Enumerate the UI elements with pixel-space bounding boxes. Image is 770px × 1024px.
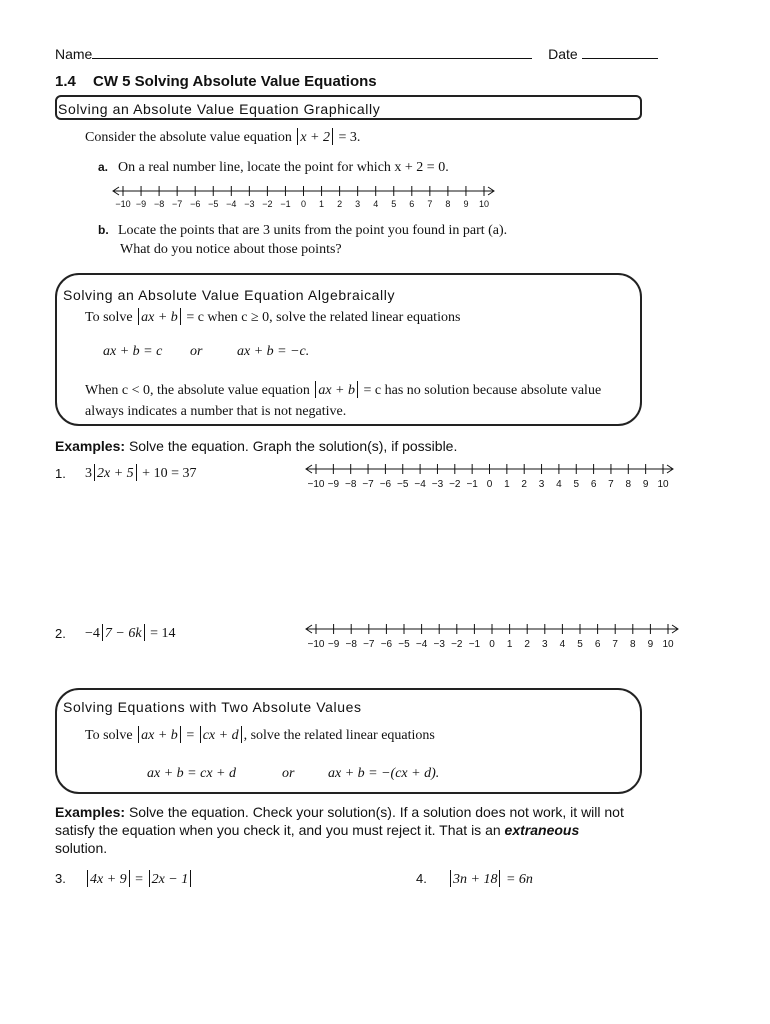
examples2-line2 (55, 822, 579, 838)
ex2-post: = 14 (150, 626, 176, 641)
algebraic-line1 (85, 308, 460, 326)
intro-abs: x + 2 (300, 130, 331, 145)
ex4-abs: 3n + 18 (453, 872, 498, 887)
algebraic-when-line2: always indicates a number that is not negative. (85, 404, 347, 419)
extraneous-term: extraneous (504, 822, 580, 838)
tick-label: −4 (414, 479, 426, 490)
tick-label: 8 (445, 199, 451, 209)
ex1-pre: 3 (85, 466, 92, 481)
number-line-ex1 (296, 460, 696, 492)
tick-label: 7 (427, 199, 433, 209)
alg-line1-abs: ax + b (141, 310, 178, 325)
ex1-equation (85, 464, 196, 482)
tick-label: 8 (630, 639, 636, 650)
ex3-number: 3. (55, 871, 66, 886)
part-b-line1: Locate the points that are 3 units from the point you found in part (a). (118, 223, 508, 238)
two-eq-or: or (282, 766, 295, 781)
ex4-number: 4. (416, 871, 427, 886)
tick-label: −4 (226, 199, 237, 209)
number-line-part-a (115, 182, 518, 212)
tick-label: −10 (307, 639, 325, 650)
examples2-line3: solution. (55, 840, 108, 856)
tick-label: 3 (355, 199, 361, 209)
ex1-post: + 10 = 37 (142, 466, 197, 481)
tick-label: 8 (625, 479, 632, 490)
tick-label: −6 (379, 479, 392, 490)
tick-label: 7 (608, 479, 614, 490)
part-b-line2: What do you notice about those points? (120, 242, 342, 257)
tick-label: 5 (391, 199, 397, 209)
tick-label: −2 (262, 199, 273, 209)
examples1-label: Examples: (55, 438, 126, 454)
tick-label: 5 (573, 479, 580, 490)
examples1-text: Solve the equation. Graph the solution(s), if possible. (128, 438, 458, 454)
examples2-text-line1: Solve the equation. Check your solution(s). If a solution does not work, it will not (128, 804, 624, 820)
tick-label: 3 (538, 479, 545, 490)
tick-label: −9 (135, 199, 147, 209)
page-title (55, 73, 377, 90)
header-row (55, 46, 658, 62)
two-line1-suffix: , solve the related linear equations (243, 728, 435, 743)
tick-label: 0 (300, 199, 307, 209)
tick-label: −1 (466, 479, 478, 490)
two-eq-right: ax + b = −(cx + d). (328, 766, 440, 781)
tick-label: −4 (415, 639, 428, 650)
tick-label: −5 (208, 199, 219, 209)
tick-label: −3 (244, 199, 255, 209)
tick-label: −3 (431, 479, 444, 490)
tick-label: −2 (451, 639, 463, 650)
ex2-number: 2. (55, 626, 66, 641)
ex2-pre: −4 (85, 626, 100, 641)
tick-label: −10 (307, 479, 325, 490)
tick-label: −2 (449, 479, 461, 490)
tick-label: 2 (524, 639, 530, 650)
name-field[interactable] (92, 46, 532, 59)
ex2-equation (85, 624, 175, 642)
tick-label: 6 (594, 639, 601, 650)
alg-when-abs: ax + b (318, 383, 355, 398)
tick-label: 4 (373, 199, 379, 209)
part-b-label: b. (98, 223, 109, 237)
algebraic-when (85, 381, 601, 399)
tick-label: −5 (397, 479, 409, 490)
tick-label: −3 (433, 639, 445, 650)
tick-label: −9 (327, 639, 340, 650)
date-field[interactable] (582, 46, 658, 59)
number-line-ex2 (296, 620, 696, 652)
tick-label: 0 (486, 479, 493, 490)
part-b-line2-row (120, 242, 342, 258)
ex3-equation (85, 870, 193, 888)
examples1-instructions (55, 438, 457, 454)
algebraic-heading: Solving an Absolute Value Equation Algebraically (63, 287, 396, 303)
tick-label: 10 (657, 479, 669, 490)
part-b (98, 223, 507, 239)
graphical-heading: Solving an Absolute Value Equation Graphically (58, 101, 381, 117)
two-abs-line1 (85, 726, 435, 744)
tick-label: −9 (327, 479, 340, 490)
tick-label: 4 (556, 479, 562, 490)
tick-label: 5 (577, 639, 583, 650)
tick-label: 4 (559, 639, 566, 650)
tick-label: 1 (506, 639, 513, 650)
tick-label: −7 (172, 199, 183, 209)
tick-label: −8 (153, 199, 165, 209)
alg-eq-or: or (190, 344, 203, 359)
tick-label: −8 (345, 639, 357, 650)
tick-label: −6 (380, 639, 393, 650)
tick-label: −1 (468, 639, 481, 650)
tick-label: 1 (504, 479, 510, 490)
tick-label: 10 (478, 199, 490, 209)
tick-label: 2 (521, 479, 527, 490)
graphical-heading-box (55, 95, 642, 120)
two-eq-left: ax + b = cx + d (147, 766, 236, 781)
ex3-abs1: 4x + 9 (90, 872, 127, 887)
alg-line1-prefix: To solve (85, 310, 133, 325)
date-label: Date (548, 46, 578, 62)
alg-eq-right: ax + b = −c. (237, 344, 310, 359)
ex3-eq: = (135, 872, 144, 887)
intro-prefix: Consider the absolute value equation (85, 130, 292, 145)
tick-label: 1 (319, 199, 325, 209)
ex2-abs: 7 − 6k (104, 626, 142, 641)
tick-label: 7 (612, 639, 618, 650)
tick-label: −8 (344, 479, 357, 490)
intro-suffix: = 3. (338, 130, 361, 145)
tick-label: 9 (647, 639, 654, 650)
alg-line1-mid: = c when c ≥ 0, solve the related linear equations (186, 310, 461, 325)
part-a-text: On a real number line, locate the point for which x + 2 = 0. (118, 160, 449, 175)
tick-label: 9 (642, 479, 649, 490)
tick-label: −5 (398, 639, 410, 650)
ex1-number: 1. (55, 466, 66, 481)
part-a-label: a. (98, 160, 109, 174)
section-number: 1.4 (55, 73, 76, 90)
examples2-line1 (55, 804, 624, 820)
title-text: CW 5 Solving Absolute Value Equations (93, 73, 377, 90)
ex3-abs2: 2x − 1 (151, 872, 189, 887)
graphical-intro (85, 128, 360, 146)
two-eq-sign: = (186, 728, 195, 743)
ex4-equation (448, 870, 533, 888)
tick-label: −7 (363, 639, 375, 650)
tick-label: −6 (190, 199, 201, 209)
alg-when-suffix: = c has no solution because absolute value (363, 383, 602, 398)
part-a (98, 160, 449, 176)
name-label: Name (55, 46, 93, 62)
two-line1-prefix: To solve (85, 728, 133, 743)
tick-label: −7 (362, 479, 374, 490)
examples2-label: Examples: (55, 804, 126, 820)
tick-label: 10 (662, 639, 674, 650)
alg-eq-left: ax + b = c (103, 344, 163, 359)
examples2-text-line2: satisfy the equation when you check it, and you must reject it. That is an (55, 822, 501, 838)
tick-label: 0 (489, 639, 495, 650)
tick-label: −1 (280, 199, 291, 209)
alg-when-prefix: When c < 0, the absolute value equation (85, 383, 310, 398)
tick-label: 6 (409, 199, 415, 209)
tick-label: 3 (542, 639, 548, 650)
two-abs-b: cx + d (202, 728, 239, 743)
ex1-abs: 2x + 5 (97, 466, 134, 481)
ex4-post: = 6n (505, 872, 533, 887)
tick-label: 2 (337, 199, 343, 209)
tick-label: 9 (463, 199, 469, 209)
tick-label: −10 (115, 199, 131, 209)
two-abs-heading: Solving Equations with Two Absolute Values (63, 699, 362, 715)
two-abs-a: ax + b (141, 728, 178, 743)
tick-label: 6 (590, 479, 597, 490)
